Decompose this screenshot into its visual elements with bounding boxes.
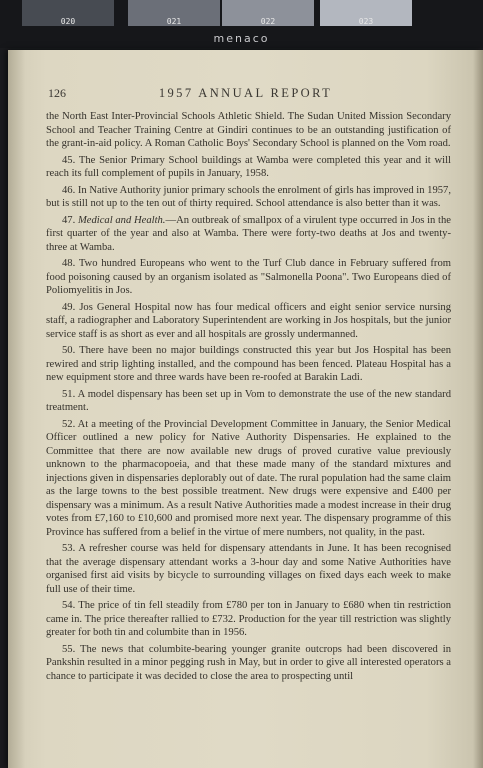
section-heading: Medical and Health. [77, 214, 166, 226]
scanner-target-strip [0, 0, 483, 48]
paragraph-46: 46. In Native Authority junior primary schools the enrolment of girls has improved in 1957, but is still not up to the ten out of thirty required. School attendance is also better than it was. [46, 184, 451, 209]
paragraph-45: 45. The Senior Primary School buildings at Wamba were completed this year and it will reach its full complement of pupils in January, 1958. [46, 154, 451, 179]
paragraph-53: 53. A refresher course was held for dispensary attendants in June. It has been recognised that the average dispensary attendant works a 3-hour day and some Native Authorities have organised first aid visits by bicycle to surrounding villages on fixed days each week to make full use of their time. [46, 543, 451, 595]
swatch-label: 022 [260, 17, 276, 26]
paragraph-49: 49. Jos General Hospital now has four medical officers and eight senior service nursing staff, a radiographer and Laboratory Superintendent are working in Jos hospitals, but the junior service staff is as short as ever and all hospitals are grossly undermanned. [46, 301, 451, 340]
paragraph-body: —An outbreak of smallpox of a virulent type occurred in Jos in the first quarter of the year and also at Wamba. There were forty-two deaths at Jos and twenty-three at Wamba. [46, 214, 451, 253]
paragraph-50: 50. There have been no major buildings constructed this year but Jos Hospital has been rewired and strip lighting installed, and the compound has been fenced. Plateau Hospital has a new equipment store and three wards have been re-roofed at Barakin Ladi. [46, 345, 451, 383]
paragraph-55: 55. The news that columbite-bearing younger granite outcrops had been discovered in Pankshin resulted in a minor pegging rush in May, but in order to give all interested operators a chance to participate it was decided to close the area to prospecting until [46, 643, 451, 682]
swatch-label: 023 [358, 17, 374, 26]
gray-swatch-022 [222, 0, 314, 26]
scanner-brand-logo: menaco [213, 32, 270, 45]
gray-swatch-020 [22, 0, 114, 26]
body-text [46, 110, 451, 686]
book-page [8, 50, 483, 768]
paragraph-continuation: the North East Inter-Provincial Schools Athletic Shield. The Sudan United Mission Secondary School and Teacher Training Centre at Gindiri continues to be an outstanding justification of the grant-in-aid policy. A Roman Catholic Boys' Secondary School is planned on the Vom road. [46, 111, 451, 149]
gray-swatch-021 [128, 0, 220, 26]
paragraph-number: 47. [62, 214, 78, 226]
paragraph-48: 48. Two hundred Europeans who went to the Turf Club dance in February suffered from food poisoning caused by an organism isolated as "Salmonella Poona". Two Europeans died of Poliomyelitis in Jos. [46, 258, 451, 296]
page-number: 126 [48, 86, 66, 100]
page-edge-shadow [473, 50, 483, 768]
swatch-label: 020 [60, 17, 76, 26]
swatch-label: 021 [166, 17, 182, 26]
running-title: 1957 ANNUAL REPORT [158, 86, 333, 100]
paragraph-52: 52. At a meeting of the Provincial Development Committee in January, the Senior Medical Officer outlined a new policy for Native Authority Dispensaries. He explained to the Committee that there are now available new drugs of proved curative value previously unknown to the pharmacopoeia, and that these made many of the standard mixtures and injections given in dispensaries deplorably out of date. The rural population had the same claim as the large towns to the best possible treatment. New drugs were expensive and £400 per dispensary was a minimum. As a result Native Authorities made a modest increase in their drug votes from £7,160 to £10,600 and promised more next year. The dispensary programme of this Province has suffered from a belief in the virtue of mere numbers, not quality, in the past. [46, 418, 451, 538]
paragraph-47 [46, 214, 451, 255]
page-gutter [8, 50, 26, 768]
gray-swatch-023 [320, 0, 412, 26]
paragraph-51: 51. A model dispensary has been set up in Vom to demonstrate the use of the new standard treatment. [46, 388, 451, 413]
paragraph-54: 54. The price of tin fell steadily from £780 per ton in January to £680 when tin restriction came in. The price thereafter rallied to £732. Production for the year till restriction was slightly greater for both tin and columbite than in 1956. [46, 600, 451, 638]
